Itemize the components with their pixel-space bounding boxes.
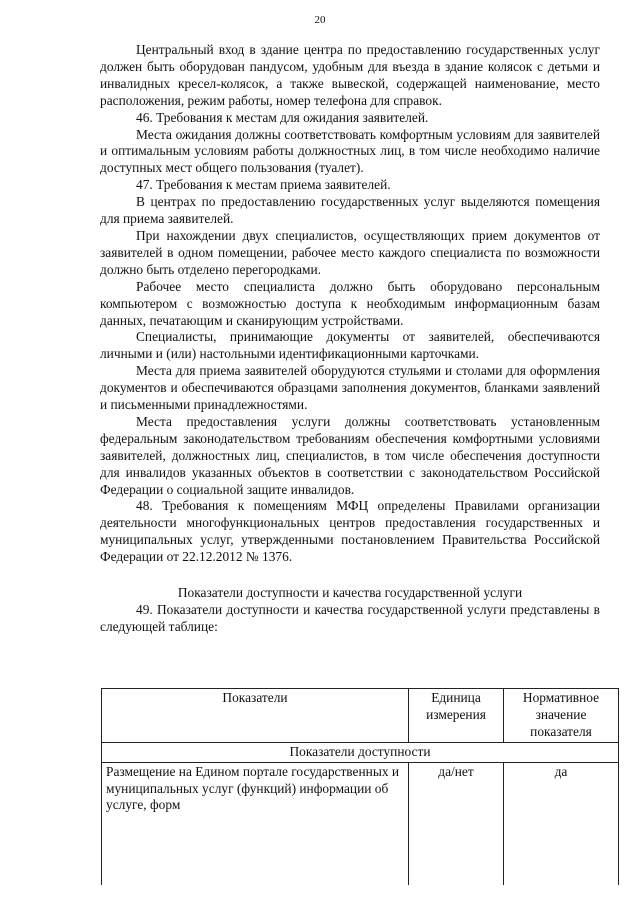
- paragraph-id-cards: Специалисты, принимающие документы от заявителей, обеспечиваются личными и (или) настольными идентификационными карточками.: [100, 329, 600, 362]
- table-header-cell: Показатели: [102, 689, 409, 743]
- document-body: [100, 42, 600, 636]
- paragraph-reception-rooms: В центрах по предоставлению государственных услуг выделяются помещения для приема заявителей.: [100, 194, 600, 227]
- table-group-cell: Показатели доступности: [102, 742, 619, 762]
- table-header-row: [102, 689, 619, 743]
- paragraph-item-46: 46. Требования к местам для ожидания заявителей.: [136, 109, 429, 125]
- paragraph-item-47: 47. Требования к местам приема заявителей.: [136, 177, 391, 193]
- table-group-row: [102, 742, 619, 762]
- paragraph-workplace: Рабочее место специалиста должно быть оборудовано персональным компьютером с возможностью доступа к необходимым информационным базам данных, печатающим и сканирующим устройствами.: [100, 278, 600, 328]
- table-row: [102, 762, 619, 885]
- paragraph-two-specialists: При нахождении двух специалистов, осуществляющих прием документов от заявителей в одном помещении, рабочее место каждого специалиста по возможности должно быть отделено перегородками.: [100, 227, 600, 277]
- paragraph-accessibility: Места предоставления услуги должны соответствовать установленным федеральным законодательством требованиям обеспечения комфортными условиями заявителей, должностных лиц, специалистов, в том числе обеспечения доступности для инвалидов указанных объектов в соответствии с законодательством Российской Федерации о социальной защите инвалидов.: [100, 413, 600, 497]
- table-header-cell: Нормативное значение показателя: [504, 689, 619, 743]
- paragraph-waiting-places: Места ожидания должны соответствовать комфортным условиям для заявителей и оптимальным условиям работы должностных лиц, в том числе необходимо наличие доступных мест общего пользования (туалет).: [100, 126, 600, 176]
- paragraph-item-49: 49. Показатели доступности и качества государственной услуги представлены в следующей таблице:: [100, 602, 600, 634]
- indicators-table: [101, 688, 619, 885]
- table-cell: да/нет: [409, 762, 504, 885]
- paragraph-item-48: 48. Требования к помещениям МФЦ определены Правилами организации деятельности многофункциональных центров предоставления государственных и муниципальных услуг, утвержденными постановлением Правительства Российской Федерации от 22.12.2012 № 1376.: [100, 498, 600, 565]
- table-header-cell: Единица измерения: [409, 689, 504, 743]
- paragraph-furniture: Места для приема заявителей оборудуются стульями и столами для оформления документов и обеспечиваются образцами заполнения документов, бланками заявлений и письменными принадлежностями.: [100, 363, 600, 413]
- page-number: 20: [314, 14, 326, 26]
- paragraph-entrance: Центральный вход в здание центра по предоставлению государственных услуг должен быть оборудован пандусом, удобным для въезда в здание колясок с детьми и инвалидных кресел-колясок, а также вывеской, содержащей наименование, место расположения, режим работы, номер телефона для справок.: [100, 42, 600, 108]
- section-heading: Показатели доступности и качества государственной услуги: [177, 585, 523, 601]
- table-cell: да: [504, 762, 619, 885]
- table-cell: Размещение на Едином портале государственных и муниципальных услуг (функций) информации об услуге, форм: [102, 762, 409, 885]
